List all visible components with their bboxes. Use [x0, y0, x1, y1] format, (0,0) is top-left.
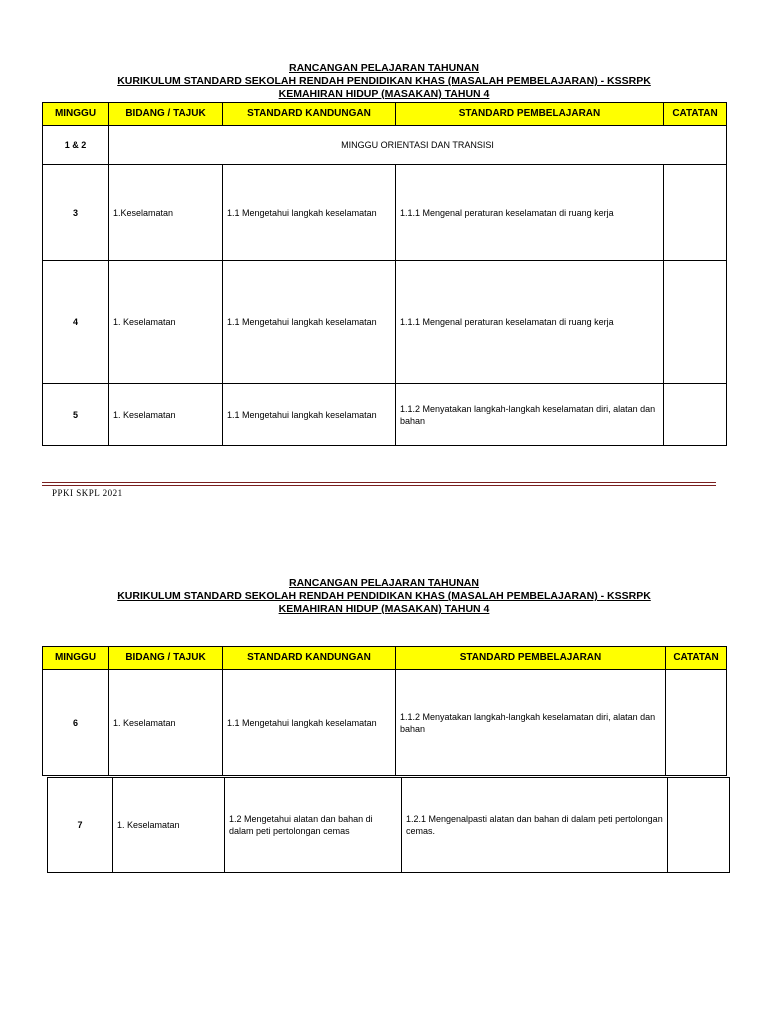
minggu-cell: 1 & 2 [43, 126, 109, 165]
page2-heading [0, 577, 768, 616]
footer-text: PPKI SKPL 2021 [52, 488, 123, 498]
col-pembelajaran-header: STANDARD PEMBELAJARAN [396, 103, 664, 126]
page1-heading [0, 62, 768, 101]
minggu-cell: 4 [43, 261, 109, 384]
table-row [43, 261, 727, 384]
col-pembelajaran-header: STANDARD PEMBELAJARAN [396, 647, 666, 670]
minggu-cell: 5 [43, 384, 109, 446]
bidang-cell: 1. Keselamatan [109, 261, 223, 384]
kandungan-cell: 1.2 Mengetahui alatan dan bahan di dalam peti pertolongan cemas [225, 778, 402, 873]
pembelajaran-cell: 1.1.2 Menyatakan langkah-langkah keselamatan diri, alatan dan bahan [396, 384, 664, 446]
pembelajaran-cell: 1.1.1 Mengenal peraturan keselamatan di ruang kerja [396, 261, 664, 384]
catatan-cell [668, 778, 730, 873]
bidang-cell: 1. Keselamatan [109, 384, 223, 446]
col-catatan-header: CATATAN [666, 647, 727, 670]
minggu-cell: 6 [43, 670, 109, 776]
pembelajaran-cell: 1.1.2 Menyatakan langkah-langkah keselamatan diri, alatan dan bahan [396, 670, 666, 776]
heading-subject: KEMAHIRAN HIDUP (MASAKAN) TAHUN 4 [278, 603, 490, 615]
footer-rule-top [42, 482, 716, 483]
heading-title: RANCANGAN PELAJARAN TAHUNAN [289, 62, 479, 74]
col-kandungan-header: STANDARD KANDUNGAN [223, 647, 396, 670]
col-kandungan-header: STANDARD KANDUNGAN [223, 103, 396, 126]
bidang-cell: 1. Keselamatan [109, 670, 223, 776]
table-header-row [43, 647, 727, 670]
page1-plan-table [42, 102, 727, 446]
pembelajaran-cell: 1.2.1 Mengenalpasti alatan dan bahan di dalam peti pertolongan cemas. [402, 778, 668, 873]
catatan-cell [664, 165, 727, 261]
orientation-row [43, 126, 727, 165]
col-bidang-header: BIDANG / TAJUK [109, 647, 223, 670]
catatan-cell [664, 261, 727, 384]
table-row [43, 165, 727, 261]
catatan-cell [664, 384, 727, 446]
col-bidang-header: BIDANG / TAJUK [109, 103, 223, 126]
heading-curriculum: KURIKULUM STANDARD SEKOLAH RENDAH PENDIDIKAN KHAS (MASALAH PEMBELAJARAN) - KSSRPK [117, 590, 651, 602]
pembelajaran-cell: 1.1.1 Mengenal peraturan keselamatan di ruang kerja [396, 165, 664, 261]
kandungan-cell: 1.1 Mengetahui langkah keselamatan [223, 670, 396, 776]
page2-offset-table [47, 777, 730, 873]
minggu-cell: 3 [43, 165, 109, 261]
bidang-cell: 1. Keselamatan [113, 778, 225, 873]
bidang-cell: 1.Keselamatan [109, 165, 223, 261]
table-row [43, 670, 727, 776]
heading-curriculum: KURIKULUM STANDARD SEKOLAH RENDAH PENDIDIKAN KHAS (MASALAH PEMBELAJARAN) - KSSRPK [117, 75, 651, 87]
table-header-row [43, 103, 727, 126]
heading-title: RANCANGAN PELAJARAN TAHUNAN [289, 577, 479, 589]
kandungan-cell: 1.1 Mengetahui langkah keselamatan [223, 384, 396, 446]
heading-subject: KEMAHIRAN HIDUP (MASAKAN) TAHUN 4 [278, 88, 490, 100]
orientation-text: MINGGU ORIENTASI DAN TRANSISI [109, 126, 727, 165]
kandungan-cell: 1.1 Mengetahui langkah keselamatan [223, 261, 396, 384]
footer-rule-bottom [42, 485, 716, 486]
table-row [43, 384, 727, 446]
catatan-cell [666, 670, 727, 776]
page2-plan-table [42, 646, 727, 776]
col-minggu-header: MINGGU [43, 647, 109, 670]
col-catatan-header: CATATAN [664, 103, 727, 126]
table-row [48, 778, 730, 873]
col-minggu-header: MINGGU [43, 103, 109, 126]
minggu-cell: 7 [48, 778, 113, 873]
kandungan-cell: 1.1 Mengetahui langkah keselamatan [223, 165, 396, 261]
